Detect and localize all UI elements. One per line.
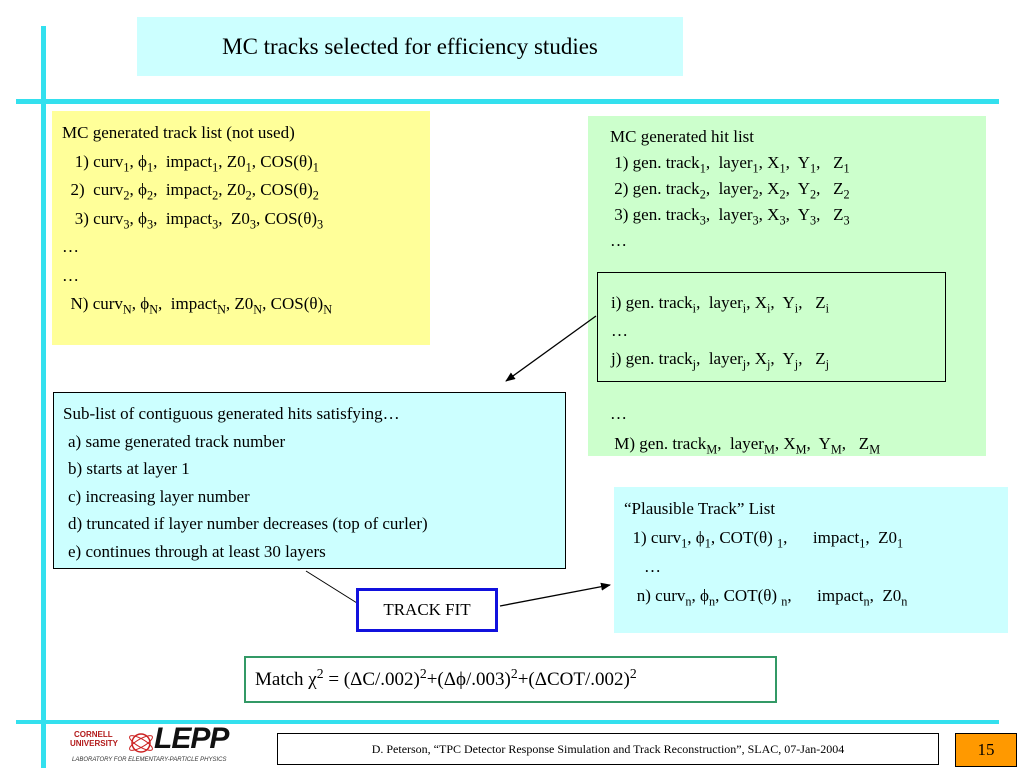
track-list-item-n: N) curv$_N$, $\phi_N$, impact$_N$, $Z0_N$, $COS(\theta)_N$: [62, 294, 333, 317]
logo-lepp: LEPP: [154, 722, 229, 755]
hit-list-item-1: 1) gen. track$_1$, layer$_1$, $X_1$, $Y_1$, $Z_1$: [610, 153, 850, 176]
track-list-ellipsis-2: …: [62, 265, 79, 285]
hit-list-heading: MC generated hit list: [610, 127, 755, 146]
hit-list-item-j: j) gen. track$_j$, layer$_j$, $X_j$, $Y_j$, $Z_j$: [611, 349, 829, 372]
sublist-heading: Sub-list of contiguous generated hits satisfying…: [63, 404, 400, 423]
track-list-item-2: 2) curv$_2$, $\phi_2$, impact$_2$, $Z0_2$, $COS(\theta)_2$: [62, 180, 319, 203]
hit-list-item-i: i) gen. track$_i$, layer$_i$, $X_i$, $Y_i$, $Z_i$: [611, 293, 829, 316]
hit-list-ellipsis-mid: …: [611, 321, 628, 340]
criterion-b: b) starts at layer 1: [68, 459, 190, 478]
logo-university: UNIVERSITY: [70, 739, 119, 748]
arrow-hits-to-sublist: [506, 316, 596, 381]
hit-list-item-3: 3) gen. track$_3$, layer$_3$, $X_3$, $Y_3$, $Z_3$: [610, 205, 850, 228]
hit-list-item-m: M) gen. track$_M$, layer$_M$, $X_M$, $Y_M$, $Z_M$: [610, 434, 881, 457]
criterion-d: d) truncated if layer number decreases (top of curler): [68, 514, 428, 533]
logo-tagline: LABORATORY FOR ELEMENTARY-PARTICLE PHYSICS: [72, 757, 227, 763]
hit-list-ellipsis-bottom: …: [610, 404, 627, 423]
arrow-fit-to-plausible: [500, 585, 610, 606]
slide-title: MC tracks selected for efficiency studies: [137, 17, 683, 76]
criterion-c: c) increasing layer number: [68, 486, 250, 506]
lepp-logo: [68, 722, 248, 766]
plausible-ellipsis: …: [644, 557, 661, 576]
criterion-a: a) same generated track number: [68, 431, 286, 451]
page-number: 15: [955, 733, 1017, 767]
track-list-item-1: 1) curv$_1$, $\phi_1$, impact$_1$, $Z0_1$, $COS(\theta)_1$: [62, 151, 319, 174]
criterion-e: e) continues through at least 30 layers: [68, 541, 326, 561]
track-list-heading: MC generated track list (not used): [62, 123, 295, 142]
plausible-item-n: n) curv$_n$, $\phi_n$, COT(θ) $_n$, impact$_n$, $Z0_n$: [624, 586, 908, 609]
track-list-item-3: 3) curv$_3$, $\phi_3$, impact$_3$, $Z0_3$, $COS(\theta)_3$: [62, 208, 324, 231]
plausible-item-1: 1) curv$_1$, $\phi_1$, COT(θ) $_1$, impact$_1$, $Z0_1$: [624, 528, 904, 551]
logo-cornell: CORNELL: [74, 730, 113, 739]
footer-citation: D. Peterson, “TPC Detector Response Simulation and Track Reconstruction”, SLAC, 07-Jan-2004: [277, 733, 939, 765]
plausible-heading: “Plausible Track” List: [624, 499, 776, 518]
hit-list-item-2: 2) gen. track$_2$, layer$_2$, $X_2$, $Y_2$, $Z_2$: [610, 179, 850, 202]
hit-list-ellipsis-top: …: [610, 231, 627, 250]
track-fit-box: TRACK FIT: [356, 588, 498, 632]
match-formula: Match $\chi^2 = (\Delta C/.002)^2+(\Delta\phi/.003)^2+(\Delta COT/.002)^2$: [244, 656, 777, 703]
track-list-ellipsis-1: …: [62, 237, 79, 256]
connector-sublist-to-fit: [306, 571, 357, 603]
